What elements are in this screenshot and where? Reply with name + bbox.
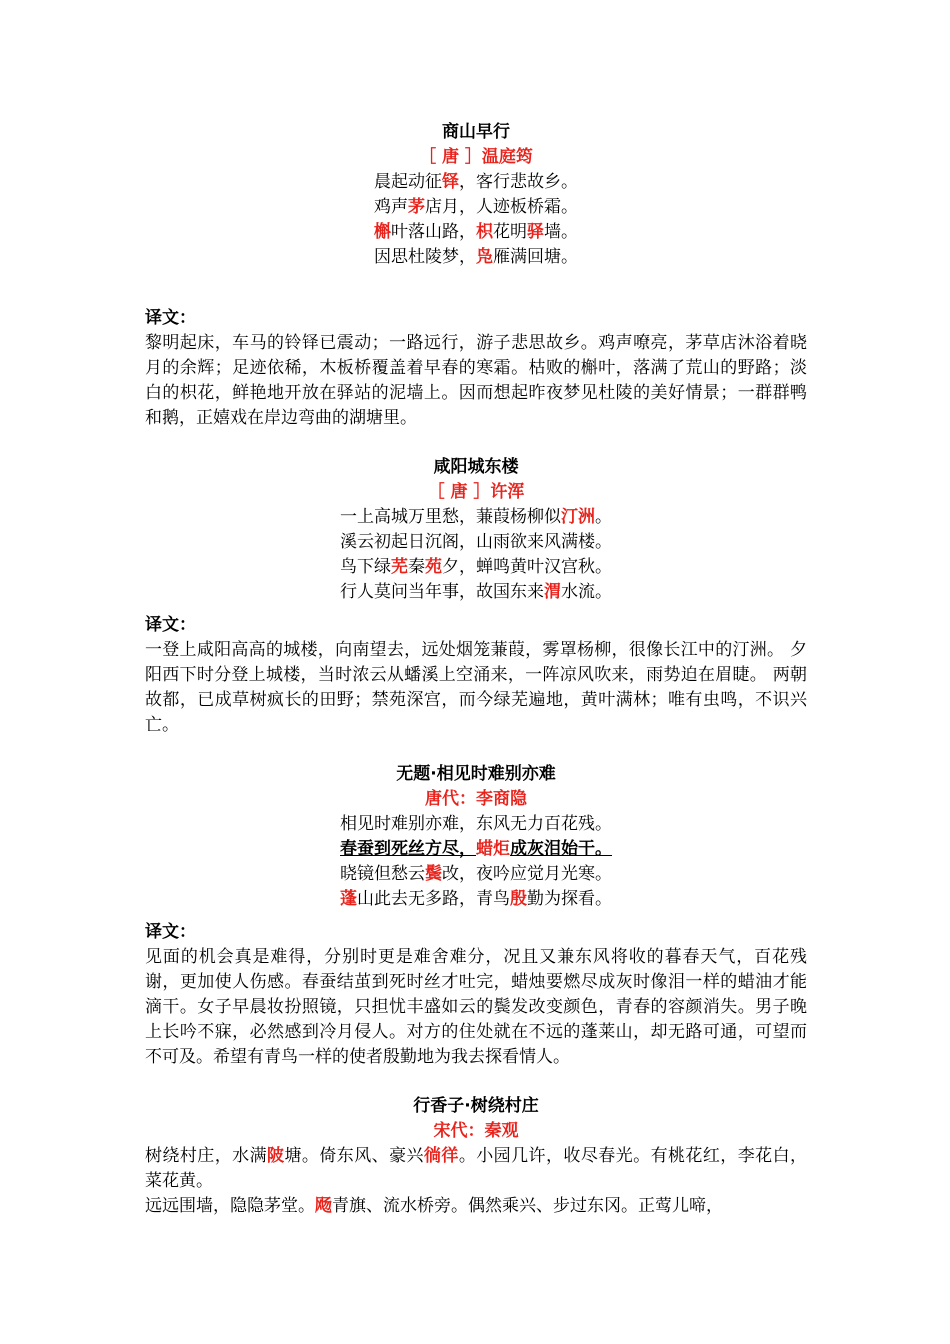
- text-segment: 墙。: [544, 222, 578, 242]
- poem-line: [145, 837, 807, 862]
- text-segment: 春蚕到死丝方尽，: [340, 839, 476, 859]
- poem-line: [145, 195, 807, 220]
- text-segment: 山此去无多路，青鸟: [357, 889, 510, 909]
- text-segment: 行人莫问当年事，故国东来: [340, 582, 544, 602]
- poem-paragraph: [145, 1144, 807, 1194]
- text-segment: 水流。: [561, 582, 612, 602]
- poem-author: ［ 唐 ］温庭筠: [419, 147, 533, 167]
- text-segment: 相见时难别亦难，东风无力百花残。: [340, 814, 612, 834]
- text-segment: 塘。倚东风、豪兴: [284, 1146, 424, 1166]
- poem-line: [145, 862, 807, 887]
- highlighted-char: 槲: [374, 222, 391, 242]
- highlighted-char: 芜: [391, 557, 408, 577]
- poem-line: [145, 505, 807, 530]
- text-segment: 晓镜但愁云: [340, 864, 425, 884]
- highlighted-char: 陂: [267, 1146, 285, 1166]
- text-segment: 溪云初起日沉阁，山雨欲来风满楼。: [340, 532, 612, 552]
- poem-line: [145, 812, 807, 837]
- poem-line: [145, 580, 807, 605]
- text-segment: ，客行悲故乡。: [459, 172, 578, 192]
- highlighted-char: 蜡炬: [476, 839, 510, 859]
- poem-title: 商山早行: [442, 122, 510, 142]
- poem-line: [145, 220, 807, 245]
- highlighted-char: 苑: [425, 557, 442, 577]
- highlighted-char: 渭: [544, 582, 561, 602]
- text-segment: 。: [595, 507, 612, 527]
- translation-label: 译文：: [145, 922, 196, 942]
- text-segment: 因思杜陵梦，: [374, 247, 476, 267]
- highlighted-char: 汀洲: [561, 507, 595, 527]
- poem-title: 行香子·树绕村庄: [413, 1096, 539, 1116]
- poem-shangshan: [145, 120, 807, 431]
- text-segment: 雁满回塘。: [493, 247, 578, 267]
- poem-paragraph: [145, 1194, 807, 1219]
- translation-label: 译文：: [145, 308, 196, 328]
- highlighted-char: 凫: [476, 247, 493, 267]
- highlighted-char: 鬓: [425, 864, 442, 884]
- poem-title: 咸阳城东楼: [433, 457, 519, 477]
- text-segment: 改，夜吟应觉月光寒。: [442, 864, 612, 884]
- poem-title: 无题·相见时难别亦难: [396, 764, 556, 784]
- text-segment: 。小园几许，收尽春光。有桃花红，李花白，菜花黄。: [145, 1146, 808, 1191]
- poem-lines: [145, 170, 807, 270]
- text-segment: 成灰泪始干。: [510, 839, 612, 859]
- text-segment: 秦: [408, 557, 425, 577]
- highlighted-char: 枳: [476, 222, 493, 242]
- poem-author: 唐代：李商隐: [425, 789, 527, 809]
- translation-text: 黎明起床，车马的铃铎已震动；一路远行，游子悲思故乡。鸡声嘹亮，茅草店沐浴着晓月的余辉；足迹依稀，木板桥覆盖着早春的寒霜。枯败的槲叶，落满了荒山的野路；淡白的枳花，鲜艳地开放在驿站的泥墙上。因而想起昨夜梦见杜陵的美好情景；一群群鸭和鹅，正嬉戏在岸边弯曲的湖塘里。: [145, 333, 807, 428]
- highlighted-char: 驿: [527, 222, 544, 242]
- poem-paragraphs: [145, 1144, 807, 1219]
- text-segment: 勤为探看。: [527, 889, 612, 909]
- text-segment: 晨起动征: [374, 172, 442, 192]
- poem-line: [145, 887, 807, 912]
- highlighted-char: 殷: [510, 889, 527, 909]
- highlighted-char: 茅: [408, 197, 425, 217]
- poem-lines: [145, 812, 807, 912]
- translation-text: 见面的机会真是难得，分别时更是难舍难分，况且又兼东风将收的暮春天气，百花残谢，更加使人伤感。春蚕结茧到死时丝才吐完，蜡烛要燃尽成灰时像泪一样的蜡油才能滴干。女子早晨妆扮照镜，只担忧丰盛如云的鬓发改变颜色，青春的容颜消失。男子晚上长吟不寐，必然感到冷月侵人。对方的住处就在不远的蓬莱山，却无路可通，可望而不可及。希望有青鸟一样的使者殷勤地为我去探看情人。: [145, 947, 807, 1067]
- text-segment: 夕，蝉鸣黄叶汉宫秋。: [442, 557, 612, 577]
- text-segment: 一上高城万里愁，蒹葭杨柳似: [340, 507, 561, 527]
- poem-line: [145, 245, 807, 270]
- text-segment: 鸡声: [374, 197, 408, 217]
- poem-xingxiangzi: [145, 1094, 807, 1219]
- poem-line: [145, 530, 807, 555]
- highlighted-char: 徜徉: [423, 1146, 459, 1166]
- highlighted-char: 铎: [442, 172, 459, 192]
- text-segment: 树绕村庄，水满: [145, 1146, 268, 1166]
- poem-xianyang: [145, 455, 807, 738]
- document-page: [145, 120, 807, 1219]
- text-segment: 店月，人迹板桥霜。: [425, 197, 578, 217]
- poem-wuti: [145, 762, 807, 1070]
- poem-line: [145, 555, 807, 580]
- highlighted-char: 飏: [315, 1196, 332, 1216]
- translation-label: 译文：: [145, 615, 196, 635]
- poem-author: ［ 唐 ］许浑: [427, 482, 525, 502]
- poem-line: [145, 170, 807, 195]
- text-segment: 青旗、流水桥旁。偶然乘兴、步过东冈。正莺儿啼，: [332, 1196, 723, 1216]
- text-segment: 花明: [493, 222, 527, 242]
- text-segment: 叶落山路，: [391, 222, 476, 242]
- translation-text: 一登上咸阳高高的城楼，向南望去，远处烟笼蒹葭，雾罩杨柳，很像长江中的汀洲。 夕阳西下时分登上城楼，当时浓云从蟠溪上空涌来，一阵凉风吹来，雨势迫在眉睫。 两朝故都，已成草树疯长的田野；禁苑深宫，而今绿芜遍地，黄叶满林；唯有虫鸣，不识兴亡。: [145, 640, 807, 735]
- poem-author: 宋代：秦观: [433, 1121, 519, 1141]
- highlighted-char: 蓬: [340, 889, 357, 909]
- text-segment: 远远围墙，隐隐茅堂。: [145, 1196, 315, 1216]
- text-segment: 鸟下绿: [340, 557, 391, 577]
- poem-lines: [145, 505, 807, 605]
